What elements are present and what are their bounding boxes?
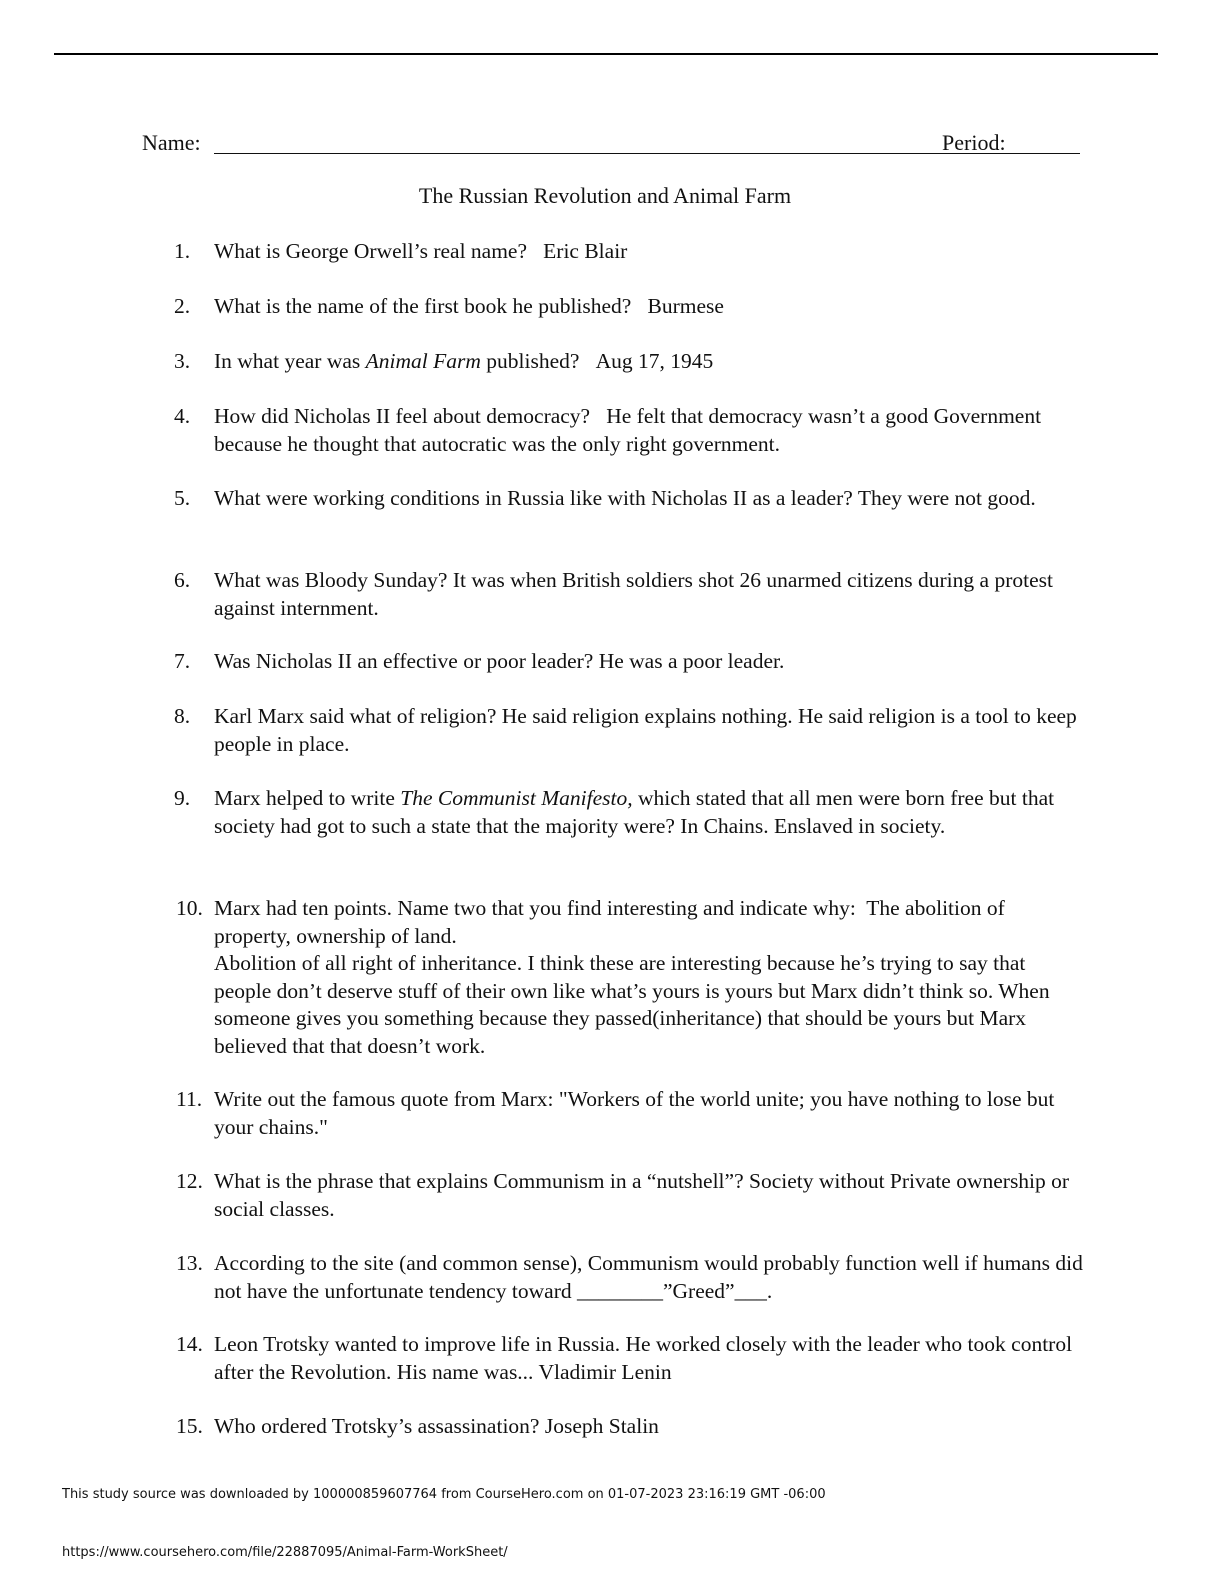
book-title: The Communist Manifesto, [400, 786, 633, 810]
question-number: 2. [174, 294, 191, 318]
question-text: Who ordered Trotsky’s assassination? [214, 1414, 540, 1438]
question-number: 7. [174, 649, 191, 673]
answer-text: Joseph Stalin [544, 1414, 659, 1438]
question-body [214, 1250, 1084, 1305]
answer-text: The abolition of property, ownership of land. [214, 896, 1005, 948]
question-text: Marx had ten points. Name two that you find interesting and indicate why: [214, 896, 856, 920]
question-number: 3. [174, 349, 191, 373]
answer-text: Eric Blair [543, 239, 628, 263]
answer-text: In Chains. Enslaved in society. [680, 813, 946, 838]
question-text: According to the site (and common sense), Communism would probably function well if humans did not have the unfortunate tendency toward [214, 1251, 1083, 1303]
period-label: Period: [942, 130, 1006, 155]
question-body [214, 348, 1084, 376]
answer-text: He felt that democracy wasn’t a good Government because he thought that autocratic was the only right government. [214, 404, 1042, 456]
question-body [214, 567, 1084, 622]
question-body [214, 485, 1084, 513]
answer-text: "Workers of the world unite; you have nothing to lose but your chains." [214, 1087, 1055, 1139]
question-text: What is George Orwell’s real name? [214, 239, 528, 263]
question-text: Karl Marx said what of religion? [214, 704, 497, 728]
question-number: 10. [176, 896, 203, 920]
name-label: Name: [142, 130, 201, 155]
book-title: Animal Farm [365, 349, 481, 373]
question-body [214, 1331, 1084, 1386]
question-number: 1. [174, 239, 191, 263]
question-text: Leon Trotsky wanted to improve life in Russia. He worked closely with the leader who took control after the Revolution. His name was... [214, 1332, 1073, 1384]
top-rule [54, 53, 1158, 55]
answer-text: He was a poor leader. [598, 649, 785, 673]
question-body [214, 648, 1084, 676]
period-blank [1017, 153, 1064, 154]
question-number: 12. [176, 1169, 203, 1193]
question-body [214, 785, 1084, 840]
question-text-pre: Marx helped to write [214, 786, 395, 810]
answer-text: Burmese [647, 294, 724, 318]
question-body [214, 403, 1084, 458]
question-number: 14. [176, 1332, 203, 1356]
question-body [214, 1168, 1084, 1223]
question-text: What is the phrase that explains Communism in a “nutshell”? [214, 1169, 744, 1193]
answer-text: ________”Greed”___. [576, 1278, 773, 1303]
question-number: 13. [176, 1251, 203, 1275]
question-number: 5. [174, 486, 191, 510]
question-number: 6. [174, 568, 191, 592]
question-body [214, 1413, 1084, 1441]
question-text: Was Nicholas II an effective or poor leader? [214, 649, 594, 673]
question-number: 4. [174, 404, 191, 428]
question-number: 15. [176, 1414, 203, 1438]
question-body [214, 1086, 1084, 1141]
worksheet-title: The Russian Revolution and Animal Farm [418, 183, 792, 208]
source-url[interactable]: https://www.coursehero.com/file/22887095/Animal-Farm-WorkSheet/ [62, 1545, 508, 1560]
question-text: How did Nicholas II feel about democracy? [214, 404, 591, 428]
answer-text: He said religion explains nothing. He said religion is a tool to keep people in place. [214, 704, 1077, 756]
question-text-post: which stated that all men were born free but that society had got to such a state that the majority were? [214, 786, 1055, 838]
answer-text: It was when British soldiers shot 26 unarmed citizens during a protest against internment. [214, 568, 1053, 620]
download-source-note: This study source was downloaded by 100000859607764 from CourseHero.com on 01-07-2023 23:16:19 GMT -06:00 [62, 1487, 826, 1502]
question-body [214, 238, 1084, 266]
answer-text: They were not good. [857, 486, 1036, 510]
question-body [214, 703, 1084, 758]
worksheet-header [142, 128, 1066, 158]
question-number: 11. [176, 1087, 203, 1111]
question-number: 8. [174, 704, 191, 728]
answer-text-continued: Abolition of all right of inheritance. I think these are interesting because he’s trying to say that people don’t deserve stuff of their own like what’s yours is yours but Marx didn’t think so. When someone gives you something because they passed(inheritance) that should be yours but Marx believed that that doesn’t work. [214, 951, 1050, 1058]
question-number: 9. [174, 786, 191, 810]
answer-text: Vladimir Lenin [538, 1359, 672, 1384]
question-text: What were working conditions in Russia like with Nicholas II as a leader? [214, 486, 853, 510]
question-text: Write out the famous quote from Marx: [214, 1087, 554, 1111]
question-text: What was Bloody Sunday? [214, 568, 448, 592]
question-body [214, 895, 1084, 1060]
question-text: What is the name of the first book he published? [214, 294, 632, 318]
answer-text: Aug 17, 1945 [595, 349, 714, 373]
question-body [214, 293, 1084, 321]
answer-text: Society without Private ownership or social classes. [214, 1169, 1070, 1221]
question-text-pre: In what year was [214, 349, 361, 373]
question-text-post: published? [486, 349, 580, 373]
